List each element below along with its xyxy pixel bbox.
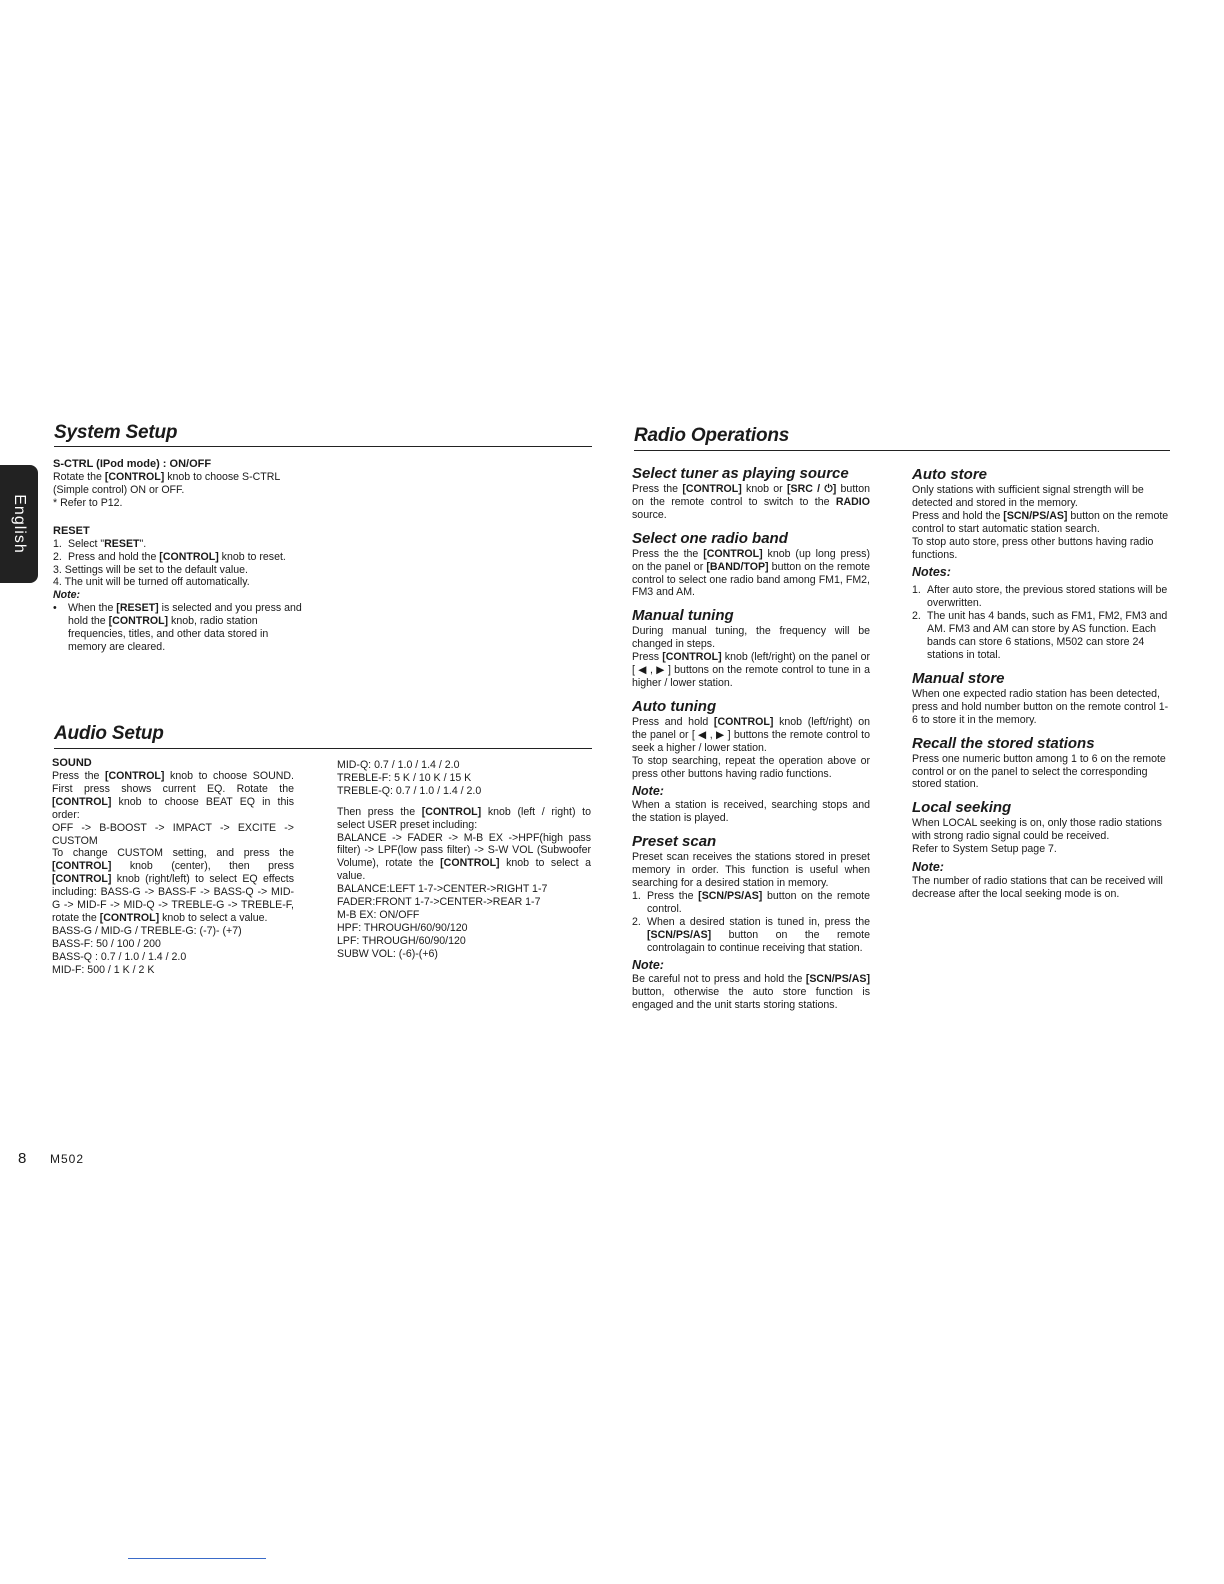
reset-note-label: Note: xyxy=(53,589,81,602)
auto-store-text3: To stop auto store, press other buttons having radio functions. xyxy=(912,535,1154,561)
sound-para2: OFF -> B-BOOST -> IMPACT -> EXCITE -> CUSTOM xyxy=(52,821,294,847)
preset-scan-note: Be careful not to press and hold the [SCN/PS/AS] button, otherwise the auto store function is engaged and the unit starts storing stations. xyxy=(632,973,870,1012)
audio-setup-col2 xyxy=(337,759,591,961)
reset-steps xyxy=(53,538,303,590)
preset-scan-note-label: Note: xyxy=(632,958,664,973)
local-seeking-title: Local seeking xyxy=(912,799,1012,817)
eq-value: TREBLE-F: 5 K / 10 K / 15 K xyxy=(337,771,472,784)
auto-tuning-text: Press and hold [CONTROL] knob (left/right) on the panel or [ ◀ , ▶ ] buttons the remote control to seek a higher / lower station. xyxy=(632,715,870,754)
reset-note xyxy=(53,602,303,654)
eq-value: MID-Q: 0.7 / 1.0 / 1.4 / 2.0 xyxy=(337,759,460,771)
radio-col2 xyxy=(912,466,1172,901)
eq-value: BASS-G / MID-G / TREBLE-G: (-7)- (+7) xyxy=(52,924,242,937)
local-seeking-note: The number of radio stations that can be received will decrease after the local seeking mode is on. xyxy=(912,875,1163,900)
page-number: 8 xyxy=(18,1150,27,1167)
reset-heading: RESET xyxy=(53,524,90,537)
bottom-divider xyxy=(128,1558,266,1559)
select-tuner-text: Press the [CONTROL] knob or [SRC / ⏻] button on the remote control to switch to the RADIO source. xyxy=(632,483,870,521)
auto-store-text: Only stations with sufficient signal strength will be detected and stored in the memory. xyxy=(912,484,1144,509)
eq-value: MID-F: 500 / 1 K / 2 K xyxy=(52,963,155,976)
language-tab-label: English xyxy=(11,494,28,554)
user-setting: SUBW VOL: (-6)-(+6) xyxy=(337,947,438,960)
auto-tuning-note: When a station is received, searching stops and the station is played. xyxy=(632,799,870,825)
user-setting: BALANCE:LEFT 1-7->CENTER->RIGHT 1-7 xyxy=(337,883,548,896)
auto-tuning-title: Auto tuning xyxy=(632,697,717,715)
manual-store-title: Manual store xyxy=(912,669,1005,687)
sound-para3: To change CUSTOM setting, and press the [CONTROL] knob (center), then press [CONTROL] knob (right/left) to select EQ effects including: BASS-G -> BASS-F -> BASS-Q -> MID-G -> MID-F -> MID-Q -> TREBLE-G -> TREBLE-F, rotate the [CONTROL] knob to select a value. xyxy=(52,847,294,924)
auto-store-note: 1. After auto store, the previous stored stations will be overwritten. xyxy=(912,584,1168,610)
user-setting: M-B EX: ON/OFF xyxy=(337,908,420,921)
radio-operations-title: Radio Operations xyxy=(634,425,790,446)
reset-step: 1. Select "RESET". xyxy=(53,537,147,550)
recall-text: Press one numeric button among 1 to 6 on the remote control or on the panel to select the corresponding stored station. xyxy=(912,752,1166,791)
auto-store-title: Auto store xyxy=(912,466,987,483)
eq-value: BASS-Q : 0.7 / 1.0 / 1.4 / 2.0 xyxy=(52,950,187,963)
preset-scan-step: 2. When a desired station is tuned in, press the [SCN/PS/AS] button on the remote controlagain to continue receiving that station. xyxy=(632,915,870,954)
sctrl-line2: (Simple control) ON or OFF. xyxy=(53,483,185,496)
manual-store-text: When one expected radio station has been detected, press and hold number button on the remote control 1-6 to store it in the memory. xyxy=(912,687,1169,726)
local-seeking-text2: Refer to System Setup page 7. xyxy=(912,843,1057,856)
user-setting: FADER:FRONT 1-7->CENTER->REAR 1-7 xyxy=(337,896,541,909)
user-preset-para: Then press the [CONTROL] knob (left / right) to select USER preset including: xyxy=(337,805,592,831)
user-preset-order: BALANCE -> FADER -> M-B EX ->HPF(high pass filter) -> LPF(low pass filter) -> S-W VOL (Subwoofer Volume), rotate the [CONTROL] knob to select a value. xyxy=(337,831,591,883)
audio-setup-rule xyxy=(54,748,592,749)
auto-store-notes-label: Notes: xyxy=(912,565,951,580)
sound-para1: Press the [CONTROL] knob to choose SOUND. First press shows current EQ. Rotate the [CONTROL] knob to choose BEAT EQ in this order: xyxy=(52,770,294,821)
eq-value: TREBLE-Q: 0.7 / 1.0 / 1.4 / 2.0 xyxy=(337,784,482,797)
preset-scan-step: 1. Press the [SCN/PS/AS] button on the remote control. xyxy=(632,889,870,915)
manual-tuning-title: Manual tuning xyxy=(632,607,734,625)
select-tuner-title: Select tuner as playing source xyxy=(632,465,849,482)
auto-store-note: 2. The unit has 4 bands, such as FM1, FM2, FM3 and AM. FM3 and AM can store by AS function. Each bands can store 6 stations, M502 can store 24 stations in total. xyxy=(912,610,1168,661)
auto-store-text2: Press and hold the [SCN/PS/AS] button on the remote control to start automatic station search. xyxy=(912,509,1169,535)
sound-heading: SOUND xyxy=(52,757,92,769)
preset-scan-steps xyxy=(632,890,870,955)
preset-scan-text: Preset scan receives the stations stored in preset memory in order. This function is useful when searching for a desired station in memory. xyxy=(632,851,870,890)
language-tab xyxy=(0,465,38,583)
system-setup-body xyxy=(53,458,303,654)
auto-tuning-note-label: Note: xyxy=(632,784,664,799)
sctrl-heading: S-CTRL (IPod mode) : ON/OFF xyxy=(53,458,212,470)
recall-title: Recall the stored stations xyxy=(912,734,1095,752)
audio-setup-col1 xyxy=(52,757,294,977)
preset-scan-title: Preset scan xyxy=(632,833,717,851)
reset-step: 3. Settings will be set to the default value. xyxy=(53,563,248,576)
auto-store-notes xyxy=(912,584,1172,661)
sctrl-line3: * Refer to P12. xyxy=(53,496,123,509)
reset-step: 4. The unit will be turned off automatically. xyxy=(53,576,250,589)
select-band-title: Select one radio band xyxy=(632,529,788,547)
user-setting: LPF: THROUGH/60/90/120 xyxy=(337,934,466,947)
auto-tuning-text2: To stop searching, repeat the operation above or press other buttons having radio functions. xyxy=(632,754,870,780)
local-seeking-note-label: Note: xyxy=(912,860,944,875)
manual-tuning-text2: Press [CONTROL] knob (left/right) on the panel or [ ◀ , ▶ ] buttons on the remote control to tune in a higher / lower station. xyxy=(632,651,870,689)
local-seeking-text: When LOCAL seeking is on, only those radio stations with strong radio signal could be received. xyxy=(912,817,1162,843)
sctrl-line1: Rotate the [CONTROL] knob to choose S-CTRL xyxy=(53,471,281,483)
reset-step: 2. Press and hold the [CONTROL] knob to reset. xyxy=(53,550,286,563)
eq-value: BASS-F: 50 / 100 / 200 xyxy=(52,937,161,950)
audio-setup-title: Audio Setup xyxy=(54,723,164,744)
system-setup-title: System Setup xyxy=(54,422,178,443)
select-band-text: Press the the [CONTROL] knob (up long press) on the panel or [BAND/TOP] button on the remote control to select one radio band among FM1, FM2, FM3 and AM. xyxy=(632,547,870,599)
radio-col1 xyxy=(632,465,870,1012)
system-setup-rule xyxy=(54,446,592,447)
model-name: M502 xyxy=(50,1152,85,1166)
reset-note-bullet: • When the [RESET] is selected and you press and hold the [CONTROL] knob, radio station frequencies, titles, and other data stored in memory are cleared. xyxy=(53,602,302,653)
radio-operations-rule xyxy=(634,450,1170,451)
manual-tuning-text: During manual tuning, the frequency will be changed in steps. xyxy=(632,625,870,651)
user-setting: HPF: THROUGH/60/90/120 xyxy=(337,921,468,934)
